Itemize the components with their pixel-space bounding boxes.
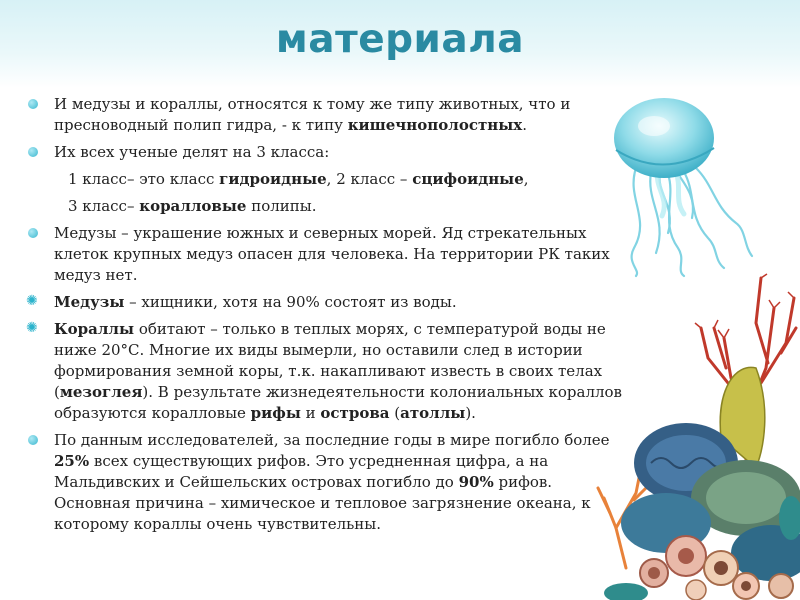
- bullet-text: И медузы и кораллы, относятся к тому же типу животных, что и пресноводный полип гидра, - к типу: [54, 95, 571, 134]
- bullet-text: Их всех ученые делят на 3 класса:: [54, 143, 330, 161]
- bullet-text: Медузы – украшение южных и северных морей. Яд стрекательных клеток крупных медуз опасен для человека. На территории РК таких медуз нет.: [54, 224, 610, 284]
- bold-term: острова: [320, 404, 390, 422]
- bullet-item: [26, 169, 632, 190]
- bullet-item: [26, 223, 632, 286]
- bullet-list: [26, 94, 632, 541]
- slide-title: материала: [275, 17, 525, 62]
- bold-term: Кораллы: [54, 320, 135, 338]
- bullet-text: ). В результате жизнедеятельности колониальных кораллов образуются коралловые: [54, 383, 622, 422]
- jellyfish-illustration: [596, 88, 766, 278]
- bullet-text: – хищники, хотя на 90% состоят из воды.: [124, 293, 457, 311]
- bullet-text: (: [389, 404, 401, 422]
- bullet-text: обитают – только в теплых морях, с температурой воды не ниже 20°С. Многие их виды вымерли, но оставили след в истории формирования земной коры, т.к. накапливают известь в своих телах (: [54, 320, 606, 401]
- bullet-text: 1 класс– это класс: [68, 170, 220, 188]
- bullet-dot-icon: [28, 99, 38, 109]
- bullet-item: [26, 292, 632, 313]
- bullet-item: [26, 196, 632, 217]
- bullet-item: [26, 94, 632, 136]
- bullet-text: .: [522, 116, 528, 134]
- bold-term: 90%: [458, 473, 494, 491]
- bullet-star-icon: ✺: [26, 293, 38, 309]
- bullet-dot-icon: [28, 228, 38, 238]
- bold-term: сцифоидные: [412, 170, 524, 188]
- bold-term: мезоглея: [59, 383, 143, 401]
- bullet-text: 3 класс–: [68, 197, 140, 215]
- bold-term: атоллы: [400, 404, 466, 422]
- bold-term: рифы: [250, 404, 301, 422]
- bullet-text: ,: [523, 170, 529, 188]
- bold-term: кишечнополостных: [347, 116, 523, 134]
- bullet-text: рифов. Основная причина – химическое и тепловое загрязнение океана, к которому кораллы очень чувствительны.: [54, 473, 591, 533]
- coral-reef-illustration: [596, 268, 800, 600]
- bullet-text: всех существующих рифов. Это усредненная цифра, а на Мальдивских и Сейшельских островах погибло до: [54, 452, 549, 491]
- bullet-text: и: [300, 404, 321, 422]
- bullet-text: полипы.: [246, 197, 317, 215]
- bullet-item: [26, 142, 632, 163]
- bullet-text: ).: [465, 404, 476, 422]
- bullet-dot-icon: [28, 147, 38, 157]
- bullet-item: [26, 430, 632, 535]
- bullet-text: , 2 класс –: [326, 170, 413, 188]
- bullet-dot-icon: [28, 435, 38, 445]
- bullet-text: По данным исследователей, за последние годы в мире погибло более: [54, 431, 610, 449]
- bullet-star-icon: ✺: [26, 320, 38, 336]
- bold-term: гидроидные: [219, 170, 327, 188]
- bold-term: 25%: [54, 452, 90, 470]
- bold-term: Медузы: [54, 293, 125, 311]
- bold-term: коралловые: [139, 197, 247, 215]
- bullet-item: [26, 319, 632, 424]
